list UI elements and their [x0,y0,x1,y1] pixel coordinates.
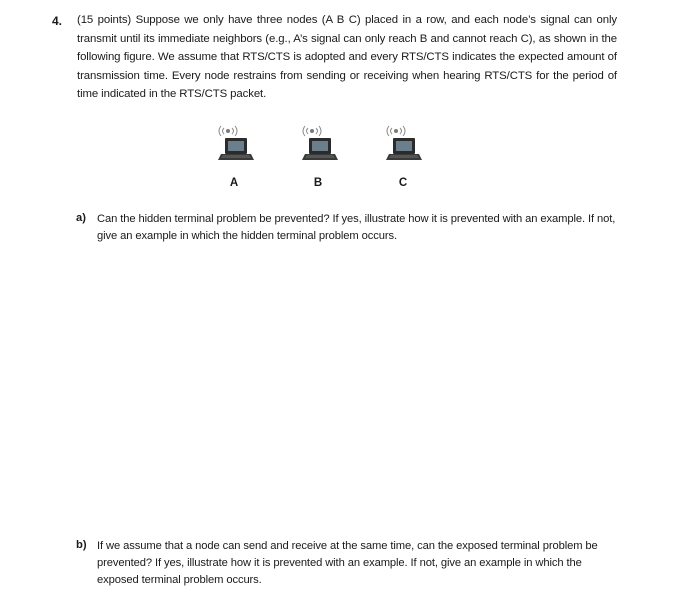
node-label-b: B [313,177,323,189]
question-text: (15 points) Suppose we only have three nodes (A B C) placed in a row, and each node’s signal can only transmit until its immediate neighbors (e.g., A’s signal can only reach B and cannot reach C), as shown in the following figure. We assume that RTS/CTS is adopted and every RTS/CTS indicates the expected amount of transmission time. Every node restrains from sending or receiving when hearing RTS/CTS for the period of time indicated in the RTS/CTS packet. [77,14,617,101]
part-a-text: Can the hidden terminal problem be prevented? If yes, illustrate how it is prevented with an example. If not, give an example in which the hidden terminal problem occurs. [97,213,616,242]
node-a-laptop-icon [214,122,254,166]
node-c-laptop-icon [382,122,422,166]
node-label-a: A [229,177,239,189]
node-label-c: C [398,177,408,189]
part-a-letter: a) [76,212,86,224]
part-b-text: If we assume that a node can send and receive at the same time, can the exposed terminal problem be prevented? If yes, illustrate how it is prevented with an example. If not, give an example in which the exposed terminal problem occurs. [97,540,598,586]
question-number: 4. [52,14,63,28]
part-b-letter: b) [76,539,87,551]
node-b-laptop-icon [298,122,338,166]
